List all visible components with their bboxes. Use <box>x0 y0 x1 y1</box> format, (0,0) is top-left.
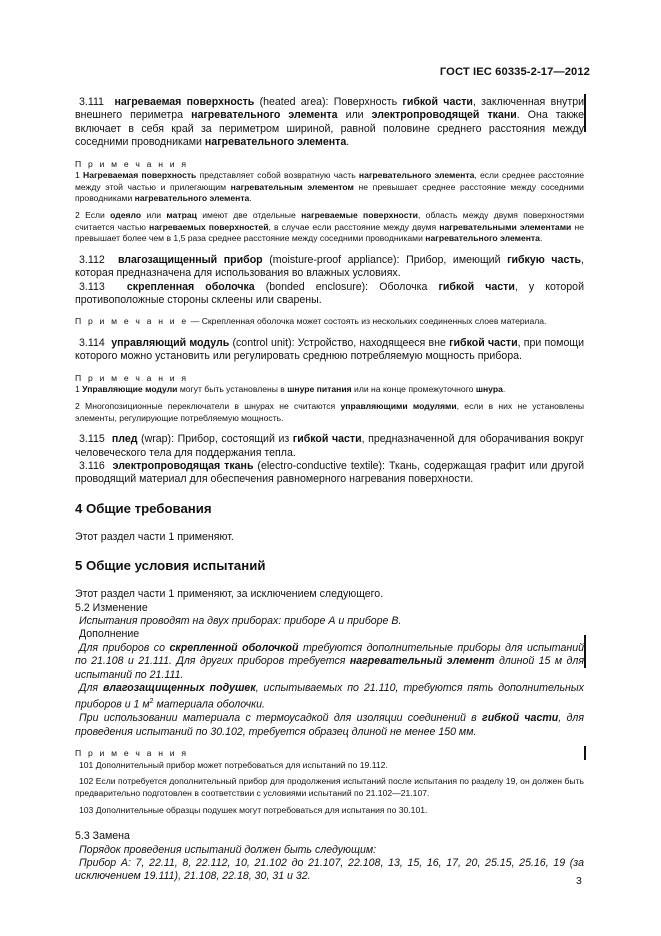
clause-5-3-text: Порядок проведения испытаний должен быть следующим: <box>79 843 377 856</box>
definition-3-115: 3.115 плед (wrap): Прибор, состоящий из гибкой части, предназначенной для оборачивания вокруг человеческого тела для поддержания тепла. <box>75 433 585 459</box>
change-bar <box>584 746 586 760</box>
note-3-113: П р и м е ч а н и е — Скрепленная оболочка может состоять из нескольких соединенных слоев материала. <box>75 316 547 327</box>
clause-5-3-list: Прибор А: 7, 22.11, 8, 22.112, 10, 21.102 до 21.107, 22.108, 13, 15, 16, 17, 20, 25.15, 25.16, 19 (за исключением 19.111), 21.108, 22.18, 30, 31 и 32. <box>75 857 584 883</box>
note-3-111-1: 1 Нагреваемая поверхность представляет собой возвратную часть нагревательного элемента, если среднее расстояние между этой частью и прилегающим нагревательным элементом не превышает среднее расстояние между соседними проводниками нагревательного элемента. <box>75 170 584 204</box>
note-101: 101 Дополнительный прибор может потребоваться для испытаний по 19.112. <box>79 759 388 770</box>
addition-heading: Дополнение <box>79 628 140 641</box>
section-4-title: 4 Общие требования <box>75 500 212 516</box>
section-4-body: Этот раздел части 1 применяют. <box>75 530 234 543</box>
definition-3-111: 3.111 нагреваемая поверхность (heated area): Поверхность гибкой части, заключенная внутри внешнего периметра нагревательного элемента или электропроводящей ткани. Она также включает в себя край за периметром шириной, равной половине среднего расстояния между соседними проводниками нагревательного элемента. <box>75 96 585 149</box>
note-103: 103 Дополнительные образцы подушек могут потребоваться для испытания по 30.101. <box>79 804 428 815</box>
clause-5-2-text: Испытания проводят на двух приборах: приборе А и приборе В. <box>79 615 402 628</box>
definition-3-114: 3.114 управляющий модуль (control unit): Устройство, находящееся вне гибкой части, при помощи которого можно установить или регулировать среднюю потребляемую мощность прибора. <box>75 337 584 363</box>
addition-paragraph-1: Для приборов со скрепленной оболочкой требуются дополнительные приборы для испытаний по 21.108 и 21.111. Для других приборов требуется нагревательный элемент длиной 15 м для испытаний по 21.111. <box>75 641 584 681</box>
change-bar <box>584 635 586 668</box>
note-3-114-2: 2 Многопозиционные переключатели в шнурах не считаются управляющими модулями, если в них не установлены элементы, регулирующие потребляемую мощность. <box>75 401 584 423</box>
definition-3-112: 3.112 влагозащищенный прибор (moisture-proof appliance): Прибор, имеющий гибкую часть, которая предназначена для использования во влажных условиях. <box>75 253 584 280</box>
page-number: 3 <box>576 875 582 887</box>
addition-paragraph-2: Для влагозащищенных подушек, испытываемых по 21.110, требуются пять дополнительных приборов и 1 $м^2$ материала оболочки. <box>75 682 584 711</box>
notes-heading: П р и м е ч а н и я <box>75 372 189 383</box>
note-102: 102 Если потребуется дополнительный прибор для продолжения испытаний после испытания по разделу 19, он должен быть предварительно подготовлен в соответствии с условиями испытаний по 21.102—21.107. <box>75 776 584 798</box>
document-header: ГОСТ IEC 60335-2-17—2012 <box>439 66 590 78</box>
definition-3-116: 3.116 электропроводящая ткань (electro-conductive textile): Ткань, содержащая графит или другой проводящий материал для обеспечения равномерного нагревания поверхности. <box>75 460 584 486</box>
section-5-title: 5 Общие условия испытаний <box>75 558 266 574</box>
document-body <box>75 96 584 884</box>
document-page <box>75 0 590 936</box>
section-5-body: Этот раздел части 1 применяют, за исключением следующего. <box>75 588 384 601</box>
clause-5-3-heading: 5.3 Замена <box>75 830 130 843</box>
notes-heading: П р и м е ч а н и я <box>75 748 189 759</box>
change-bar <box>584 94 586 132</box>
clause-5-2-heading: 5.2 Изменение <box>75 601 148 614</box>
definition-3-113: 3.113 скрепленная оболочка (bonded enclosure): Оболочка гибкой части, у которой противоположные стороны склеены или сварены. <box>75 280 584 306</box>
note-3-111-2: 2 Если одеяло или матрац имеют две отдельные нагреваемые поверхности, область между двумя поверхностями считается частью нагреваемых поверхностей, в случае если расстояние между двумя нагревательными элементами не превышает более чем в 1,5 раза среднее расстояние между соседними проводниками нагревательного элемента. <box>75 210 585 244</box>
addition-paragraph-3: При использовании материала с термоусадкой для изоляции соединений в гибкой части, для проведения испытаний по 30.102, требуется образец длиной не менее 150 мм. <box>75 712 584 738</box>
note-3-114-1: 1 Управляющие модули могут быть установлены в шнуре питания или на конце промежуточного шнура. <box>75 384 506 395</box>
notes-heading: П р и м е ч а н и я <box>75 158 189 169</box>
